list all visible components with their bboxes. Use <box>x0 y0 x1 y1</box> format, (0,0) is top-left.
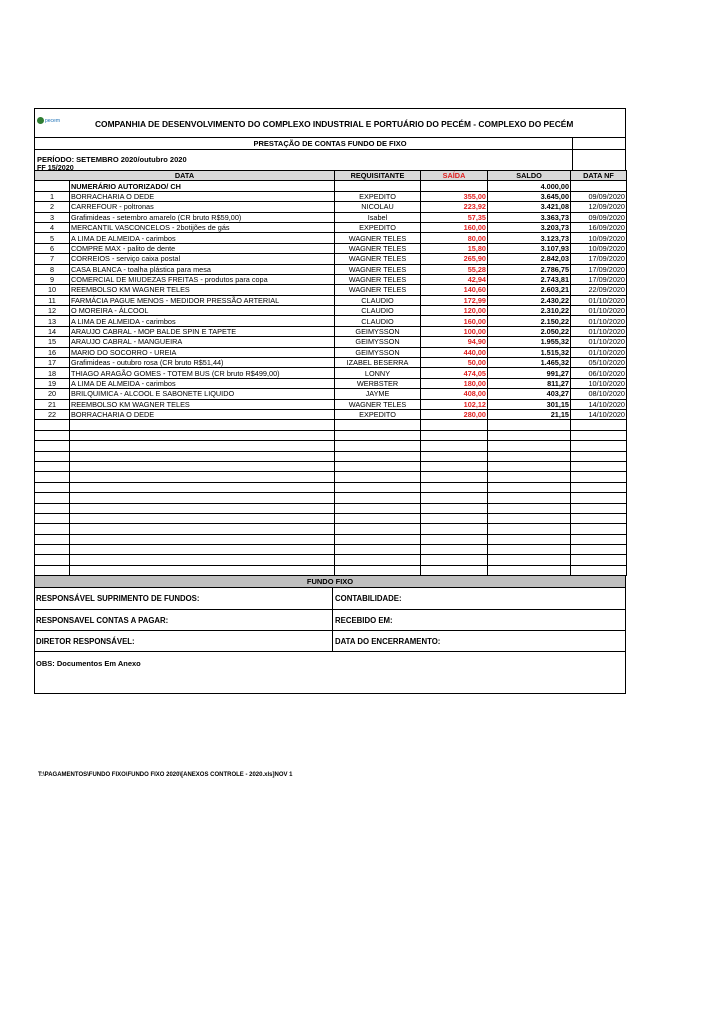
cell-empty <box>70 503 335 513</box>
cell-empty <box>488 441 571 451</box>
cell-empty <box>35 545 70 555</box>
table-row <box>35 399 627 409</box>
cell-empty <box>35 461 70 471</box>
cell-n: 18 <box>35 368 70 378</box>
empty-row <box>35 461 627 471</box>
table-row <box>35 337 627 347</box>
divider <box>572 138 573 170</box>
cell-empty <box>35 482 70 492</box>
cell-saida: 100,00 <box>421 326 488 336</box>
cell-date: 01/10/2020 <box>571 316 627 326</box>
cell-empty <box>571 565 627 575</box>
cell-empty <box>35 503 70 513</box>
cell-empty <box>335 545 421 555</box>
cell-empty <box>335 524 421 534</box>
cell-date: 17/09/2020 <box>571 254 627 264</box>
cell-n: 21 <box>35 399 70 409</box>
cell-empty <box>35 534 70 544</box>
cell-empty <box>488 534 571 544</box>
cell-date: 09/09/2020 <box>571 212 627 222</box>
cell-req: NICOLAU <box>335 202 421 212</box>
cell-empty <box>571 493 627 503</box>
table-row <box>35 316 627 326</box>
empty-row <box>35 451 627 461</box>
cell-req: GEIMYSSON <box>335 337 421 347</box>
table-row <box>35 222 627 232</box>
cell-saida: 140,60 <box>421 285 488 295</box>
cell-empty <box>70 441 335 451</box>
cell-req: WAGNER TELES <box>335 233 421 243</box>
cell-empty <box>421 441 488 451</box>
cell-empty <box>335 451 421 461</box>
table-row <box>35 264 627 274</box>
fundo-fixo-bar: FUNDO FIXO <box>34 576 626 588</box>
cell-saida: 57,35 <box>421 212 488 222</box>
cell-empty <box>335 420 421 430</box>
cell-saldo: 3.123,73 <box>488 233 571 243</box>
cell-saldo: 1.515,32 <box>488 347 571 357</box>
table-row <box>35 254 627 264</box>
table-row <box>35 274 627 284</box>
cell-desc: MARIO DO SOCORRO - UREIA <box>70 347 335 357</box>
empty-row <box>35 482 627 492</box>
cell-empty <box>571 524 627 534</box>
cell-desc: REEMBOLSO KM WAGNER TELES <box>70 285 335 295</box>
cell-saida: 160,00 <box>421 222 488 232</box>
cell-empty <box>35 441 70 451</box>
cell-empty <box>571 461 627 471</box>
cell-desc: ARAUJO CABRAL - MANGUEIRA <box>70 337 335 347</box>
cell-desc: CORREIOS - serviço caixa postal <box>70 254 335 264</box>
signature-left: RESPONSAVEL CONTAS A PAGAR: <box>35 610 333 630</box>
empty-row <box>35 472 627 482</box>
table-row <box>35 368 627 378</box>
cell-empty <box>35 430 70 440</box>
cell-req: WAGNER TELES <box>335 274 421 284</box>
cell-empty <box>35 555 70 565</box>
cell-saida: 440,00 <box>421 347 488 357</box>
cell-empty <box>571 451 627 461</box>
cell-empty <box>488 513 571 523</box>
cell-saida: 223,92 <box>421 202 488 212</box>
cell-empty <box>70 545 335 555</box>
cell-saida: 102,12 <box>421 399 488 409</box>
file-path-footer: T:\PAGAMENTOS\FUNDO FIXO\FUNDO FIXO 2020\[ANEXOS CONTROLE - 2020.xls]NOV 1 <box>38 772 293 778</box>
cell-saldo: 2.842,03 <box>488 254 571 264</box>
cell-desc: CARREFOUR - poltronas <box>70 202 335 212</box>
cell-empty <box>421 534 488 544</box>
table-row <box>35 389 627 399</box>
cell-empty <box>35 451 70 461</box>
cell-empty <box>35 472 70 482</box>
cell-empty <box>421 524 488 534</box>
cell-empty <box>421 503 488 513</box>
empty-row <box>35 493 627 503</box>
col-data: DATA <box>35 171 335 181</box>
opening-row <box>35 181 627 191</box>
cell-date: 08/10/2020 <box>571 389 627 399</box>
cell-req: LONNY <box>335 368 421 378</box>
cell-empty <box>335 534 421 544</box>
cell-n: 12 <box>35 306 70 316</box>
cell-saida: 160,00 <box>421 316 488 326</box>
empty-row <box>35 524 627 534</box>
cell-empty <box>488 524 571 534</box>
cell-empty <box>70 482 335 492</box>
cell-empty <box>571 430 627 440</box>
cell-empty <box>571 534 627 544</box>
cell-req: IZABEL BESERRA <box>335 358 421 368</box>
cell-saida: 180,00 <box>421 378 488 388</box>
table-row <box>35 202 627 212</box>
cell-date: 17/09/2020 <box>571 274 627 284</box>
cell-saldo: 2.430,22 <box>488 295 571 305</box>
cell-n: 13 <box>35 316 70 326</box>
cell-saldo: 811,27 <box>488 378 571 388</box>
cell-empty <box>35 493 70 503</box>
cell-empty <box>70 565 335 575</box>
cell-req: WERBSTER <box>335 378 421 388</box>
cell-n: 11 <box>35 295 70 305</box>
table-header <box>35 171 627 181</box>
table-row <box>35 233 627 243</box>
cell-desc: FARMÁCIA PAGUE MENOS - MEDIDOR PRESSÃO ARTERIAL <box>70 295 335 305</box>
cell-empty <box>488 555 571 565</box>
cell-saldo: 3.107,93 <box>488 243 571 253</box>
table-row <box>35 295 627 305</box>
cell-saldo: 1.955,32 <box>488 337 571 347</box>
cell-empty <box>421 482 488 492</box>
table-row <box>35 347 627 357</box>
table-row <box>35 326 627 336</box>
cell-empty <box>70 524 335 534</box>
cell-empty <box>571 513 627 523</box>
cell-empty <box>421 565 488 575</box>
cell-empty <box>35 524 70 534</box>
cell-empty <box>335 441 421 451</box>
cell-empty <box>421 472 488 482</box>
cell-n: 8 <box>35 264 70 274</box>
cell-date: 10/09/2020 <box>571 233 627 243</box>
cell-date: 17/09/2020 <box>571 264 627 274</box>
cell-req: WAGNER TELES <box>335 399 421 409</box>
opening-saldo: 4.000,00 <box>488 181 571 191</box>
cell-date: 01/10/2020 <box>571 347 627 357</box>
cell-empty <box>335 461 421 471</box>
cell-saldo: 403,27 <box>488 389 571 399</box>
cell-saida: 474,05 <box>421 368 488 378</box>
company-name: COMPANHIA DE DESENVOLVIMENTO DO COMPLEXO INDUSTRIAL E PORTUÁRIO DO PECÉM - COMPLEXO DO PECÉM <box>95 119 574 129</box>
cell-empty <box>488 461 571 471</box>
cell-req: WAGNER TELES <box>335 285 421 295</box>
cell-empty <box>488 420 571 430</box>
cell-empty <box>571 545 627 555</box>
cell-n: 7 <box>35 254 70 264</box>
cell-saldo: 3.363,73 <box>488 212 571 222</box>
cell-saldo: 21,15 <box>488 409 571 419</box>
cell-empty <box>70 555 335 565</box>
cell-date: 06/10/2020 <box>571 368 627 378</box>
cell-n: 16 <box>35 347 70 357</box>
signature-left: DIRETOR RESPONSÁVEL: <box>35 631 333 651</box>
cell-saida: 172,99 <box>421 295 488 305</box>
cell-date: 12/09/2020 <box>571 202 627 212</box>
cell-saldo: 2.050,22 <box>488 326 571 336</box>
cell-date: 01/10/2020 <box>571 337 627 347</box>
empty-row <box>35 513 627 523</box>
cell-empty <box>571 503 627 513</box>
cell-req: EXPEDITO <box>335 191 421 201</box>
signature-block <box>34 588 626 694</box>
cell-empty <box>571 555 627 565</box>
cell-empty <box>571 472 627 482</box>
empty-row <box>35 534 627 544</box>
cell-n: 2 <box>35 202 70 212</box>
cell-empty <box>70 493 335 503</box>
cell-date: 05/10/2020 <box>571 358 627 368</box>
cell-desc: BRILQUIMICA - ALCOOL E SABONETE LIQUIDO <box>70 389 335 399</box>
col-requisitante: REQUISITANTE <box>335 171 421 181</box>
cell-n: 9 <box>35 274 70 284</box>
cell-empty <box>488 472 571 482</box>
cell-empty <box>488 430 571 440</box>
cell-empty <box>70 461 335 471</box>
report-title: PRESTAÇÃO DE CONTAS FUNDO DE FIXO <box>34 138 626 150</box>
cell-date: 09/09/2020 <box>571 191 627 201</box>
cell-empty <box>421 555 488 565</box>
cell-empty <box>421 545 488 555</box>
cell-desc: A LIMA DE ALMEIDA - carimbos <box>70 378 335 388</box>
cell-desc: COMPRE MAX - palito de dente <box>70 243 335 253</box>
cell-empty <box>335 493 421 503</box>
col-saida: SAÍDA <box>421 171 488 181</box>
cell-empty <box>335 503 421 513</box>
cell-date: 14/10/2020 <box>571 409 627 419</box>
cell-empty <box>335 565 421 575</box>
cell-saida: 355,00 <box>421 191 488 201</box>
empty-row <box>35 565 627 575</box>
cell-saida: 408,00 <box>421 389 488 399</box>
cell-empty <box>571 181 627 191</box>
cell-n: 4 <box>35 222 70 232</box>
signature-left: RESPONSÁVEL SUPRIMENTO DE FUNDOS: <box>35 588 333 609</box>
cell-date: 22/09/2020 <box>571 285 627 295</box>
cell-empty <box>335 513 421 523</box>
cell-req: Isabel <box>335 212 421 222</box>
cell-n: 1 <box>35 191 70 201</box>
cell-saida: 50,00 <box>421 358 488 368</box>
cell-req: JAYME <box>335 389 421 399</box>
empty-row <box>35 420 627 430</box>
cell-n: 14 <box>35 326 70 336</box>
signature-row <box>35 609 625 630</box>
cell-desc: BORRACHARIA O DEDE <box>70 191 335 201</box>
cell-empty <box>421 493 488 503</box>
cell-saldo: 2.310,22 <box>488 306 571 316</box>
cell-saldo: 2.786,75 <box>488 264 571 274</box>
empty-row <box>35 430 627 440</box>
col-data-nf: DATA NF <box>571 171 627 181</box>
cell-date: 01/10/2020 <box>571 326 627 336</box>
cell-empty <box>571 482 627 492</box>
cell-n: 19 <box>35 378 70 388</box>
cell-n: 3 <box>35 212 70 222</box>
cell-date: 14/10/2020 <box>571 399 627 409</box>
cell-empty <box>335 181 421 191</box>
cell-req: GEIMYSSON <box>335 347 421 357</box>
cell-empty <box>421 430 488 440</box>
cell-empty <box>70 472 335 482</box>
period-block <box>34 150 626 170</box>
cell-desc: COMERCIAL DE MIUDEZAS FREITAS - produtos para copa <box>70 274 335 284</box>
cell-saldo: 1.465,32 <box>488 358 571 368</box>
opening-label: NUMERÁRIO AUTORIZADO/ CH <box>70 181 335 191</box>
table-row <box>35 378 627 388</box>
signature-right: DATA DO ENCERRAMENTO: <box>335 637 441 647</box>
cell-desc: Grafimideas - setembro amarelo (CR bruto R$59,00) <box>70 212 335 222</box>
cell-saldo: 3.645,00 <box>488 191 571 201</box>
cell-empty <box>335 430 421 440</box>
cell-req: WAGNER TELES <box>335 243 421 253</box>
cell-empty <box>488 451 571 461</box>
table-row <box>35 306 627 316</box>
report-header <box>34 108 626 138</box>
cell-empty <box>70 430 335 440</box>
cell-saida: 42,94 <box>421 274 488 284</box>
cell-empty <box>70 534 335 544</box>
company-logo <box>37 117 60 124</box>
cell-n: 6 <box>35 243 70 253</box>
cell-empty <box>70 420 335 430</box>
cell-n: 17 <box>35 358 70 368</box>
signature-row <box>35 630 625 651</box>
cell-saida: 94,90 <box>421 337 488 347</box>
cell-date: 10/09/2020 <box>571 243 627 253</box>
cell-n: 10 <box>35 285 70 295</box>
cell-desc: MERCANTIL VASCONCELOS - 2botijões de gás <box>70 222 335 232</box>
cell-saida: 80,00 <box>421 233 488 243</box>
cell-empty <box>421 451 488 461</box>
expense-report <box>34 108 626 694</box>
cell-empty <box>35 513 70 523</box>
cell-empty <box>421 420 488 430</box>
cell-desc: A LIMA DE ALMEIDA - carimbos <box>70 233 335 243</box>
cell-req: EXPEDITO <box>335 409 421 419</box>
cell-desc: Grafimideas - outubro rosa (CR bruto R$51,44) <box>70 358 335 368</box>
logo-icon <box>37 117 44 124</box>
cell-saldo: 3.421,08 <box>488 202 571 212</box>
observations: OBS: Documentos Em Anexo <box>35 651 625 693</box>
table-row <box>35 243 627 253</box>
cell-empty <box>35 420 70 430</box>
cell-date: 01/10/2020 <box>571 306 627 316</box>
cell-empty <box>35 181 70 191</box>
cell-empty <box>571 441 627 451</box>
cell-saldo: 3.203,73 <box>488 222 571 232</box>
cell-date: 01/10/2020 <box>571 295 627 305</box>
col-saldo: SALDO <box>488 171 571 181</box>
cell-empty <box>335 472 421 482</box>
cell-saldo: 2.603,21 <box>488 285 571 295</box>
cell-empty <box>335 555 421 565</box>
cell-req: CLAUDIO <box>335 316 421 326</box>
empty-row <box>35 555 627 565</box>
cell-req: CLAUDIO <box>335 306 421 316</box>
cell-desc: CASA BLANCA - toalha plástica para mesa <box>70 264 335 274</box>
cell-empty <box>70 451 335 461</box>
empty-row <box>35 545 627 555</box>
cell-n: 20 <box>35 389 70 399</box>
expense-table <box>34 170 627 576</box>
cell-empty <box>488 565 571 575</box>
cell-saida: 120,00 <box>421 306 488 316</box>
cell-empty <box>488 503 571 513</box>
cell-saldo: 2.150,22 <box>488 316 571 326</box>
cell-req: WAGNER TELES <box>335 254 421 264</box>
cell-saldo: 301,15 <box>488 399 571 409</box>
cell-saida: 55,28 <box>421 264 488 274</box>
cell-empty <box>35 565 70 575</box>
cell-empty <box>335 482 421 492</box>
cell-n: 22 <box>35 409 70 419</box>
cell-n: 5 <box>35 233 70 243</box>
table-row <box>35 212 627 222</box>
cell-desc: THIAGO ARAGÃO GOMES - TOTEM BUS (CR bruto R$499,00) <box>70 368 335 378</box>
cell-req: GEIMYSSON <box>335 326 421 336</box>
cell-req: WAGNER TELES <box>335 264 421 274</box>
table-row <box>35 409 627 419</box>
cell-empty <box>421 461 488 471</box>
cell-empty <box>421 513 488 523</box>
ff-number: FF 15/2020 <box>37 163 74 172</box>
empty-row <box>35 441 627 451</box>
cell-desc: ARAUJO CABRAL - MOP BALDE SPIN E TAPETE <box>70 326 335 336</box>
cell-empty <box>421 181 488 191</box>
empty-row <box>35 503 627 513</box>
cell-desc: A LIMA DE ALMEIDA - carimbos <box>70 316 335 326</box>
cell-saida: 15,80 <box>421 243 488 253</box>
cell-empty <box>488 545 571 555</box>
cell-empty <box>488 493 571 503</box>
cell-saida: 265,90 <box>421 254 488 264</box>
signature-row <box>35 588 625 609</box>
cell-date: 10/10/2020 <box>571 378 627 388</box>
cell-req: EXPEDITO <box>335 222 421 232</box>
period-label: PERÍODO: SETEMBRO 2020/outubro 2020 <box>37 155 187 164</box>
logo-text: pecem <box>45 117 61 124</box>
cell-desc: BORRACHARIA O DEDE <box>70 409 335 419</box>
cell-empty <box>488 482 571 492</box>
signature-right: CONTABILIDADE: <box>335 594 402 604</box>
cell-saldo: 2.743,81 <box>488 274 571 284</box>
cell-saida: 280,00 <box>421 409 488 419</box>
table-row <box>35 191 627 201</box>
cell-date: 16/09/2020 <box>571 222 627 232</box>
cell-n: 15 <box>35 337 70 347</box>
cell-desc: O MOREIRA - ÁLCOOL <box>70 306 335 316</box>
cell-saldo: 991,27 <box>488 368 571 378</box>
signature-right: RECEBIDO EM: <box>335 616 393 626</box>
cell-req: CLAUDIO <box>335 295 421 305</box>
table-row <box>35 358 627 368</box>
table-row <box>35 285 627 295</box>
cell-empty <box>70 513 335 523</box>
cell-empty <box>571 420 627 430</box>
cell-desc: REEMBOLSO KM WAGNER TELES <box>70 399 335 409</box>
